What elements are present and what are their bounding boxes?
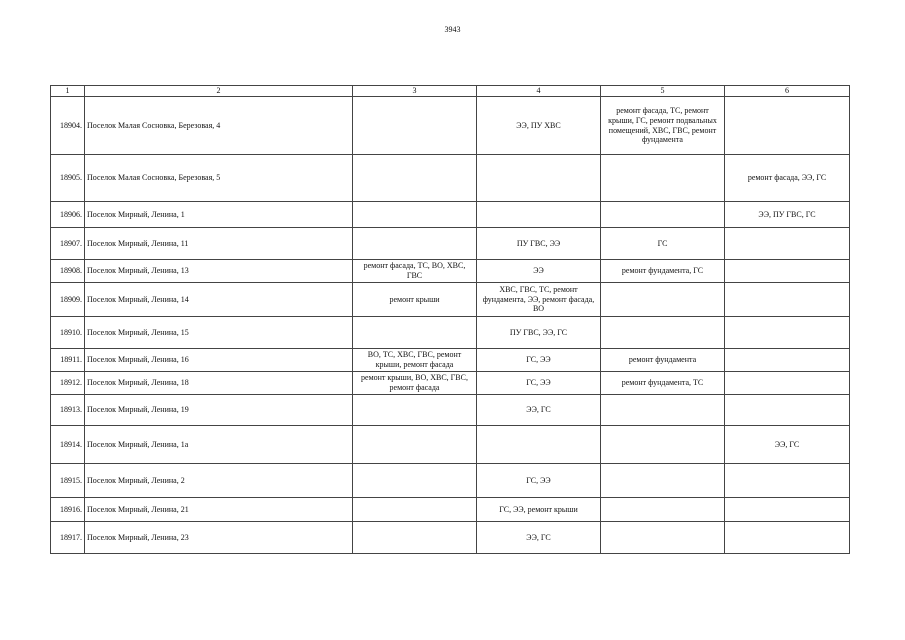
column-3-cell: ремонт крыши (353, 283, 477, 317)
table-row (51, 426, 850, 464)
address-cell: Поселок Малая Сосновка, Березовая, 4 (85, 97, 353, 155)
column-6-cell (725, 97, 850, 155)
column-4-cell: ГС, ЭЭ (477, 349, 601, 372)
column-4-cell: ГС, ЭЭ (477, 464, 601, 498)
row-number-cell: 18905. (51, 155, 85, 202)
address-cell: Поселок Мирный, Ленина, 19 (85, 395, 353, 426)
column-5-cell (601, 202, 725, 228)
column-header-6: 6 (725, 86, 850, 97)
column-header-4: 4 (477, 86, 601, 97)
column-3-cell (353, 464, 477, 498)
column-6-cell (725, 349, 850, 372)
column-6-cell (725, 317, 850, 349)
row-number-cell: 18913. (51, 395, 85, 426)
table-row (51, 155, 850, 202)
row-number-cell: 18904. (51, 97, 85, 155)
column-4-cell (477, 202, 601, 228)
column-4-cell (477, 426, 601, 464)
row-number-cell: 18916. (51, 498, 85, 522)
column-5-cell: ремонт фундамента (601, 349, 725, 372)
table-header-row (51, 86, 850, 97)
table-row (51, 260, 850, 283)
address-cell: Поселок Мирный, Ленина, 1а (85, 426, 353, 464)
column-6-cell: ремонт фасада, ЭЭ, ГС (725, 155, 850, 202)
column-3-cell (353, 317, 477, 349)
column-4-cell: ЭЭ, ГС (477, 395, 601, 426)
table-row (51, 464, 850, 498)
column-3-cell (353, 426, 477, 464)
column-3-cell (353, 395, 477, 426)
row-number-cell: 18907. (51, 228, 85, 260)
page-number: 3943 (444, 25, 461, 34)
column-4-cell: ГС, ЭЭ (477, 372, 601, 395)
address-cell: Поселок Мирный, Ленина, 14 (85, 283, 353, 317)
table-row (51, 395, 850, 426)
column-5-cell: ремонт фундамента, ГС (601, 260, 725, 283)
column-4-cell: ЭЭ, ПУ ХВС (477, 97, 601, 155)
address-cell: Поселок Мирный, Ленина, 16 (85, 349, 353, 372)
row-number-cell: 18908. (51, 260, 85, 283)
row-number-cell: 18915. (51, 464, 85, 498)
row-number-cell: 18910. (51, 317, 85, 349)
column-3-cell (353, 97, 477, 155)
row-number-cell: 18914. (51, 426, 85, 464)
table-row (51, 97, 850, 155)
column-6-cell: ЭЭ, ПУ ГВС, ГС (725, 202, 850, 228)
column-3-cell (353, 228, 477, 260)
column-header-2: 2 (85, 86, 353, 97)
column-5-cell (601, 522, 725, 554)
column-5-cell (601, 395, 725, 426)
column-6-cell (725, 283, 850, 317)
column-4-cell: ГС, ЭЭ, ремонт крыши (477, 498, 601, 522)
works-table (50, 85, 850, 554)
address-cell: Поселок Мирный, Ленина, 23 (85, 522, 353, 554)
column-5-cell (601, 283, 725, 317)
column-header-5: 5 (601, 86, 725, 97)
column-header-1: 1 (51, 86, 85, 97)
column-6-cell (725, 372, 850, 395)
table-row (51, 317, 850, 349)
column-4-cell (477, 155, 601, 202)
address-cell: Поселок Мирный, Ленина, 13 (85, 260, 353, 283)
column-6-cell (725, 498, 850, 522)
row-number-cell: 18912. (51, 372, 85, 395)
table-row (51, 498, 850, 522)
table-row (51, 228, 850, 260)
column-6-cell (725, 522, 850, 554)
column-5-cell (601, 317, 725, 349)
column-4-cell: ПУ ГВС, ЭЭ, ГС (477, 317, 601, 349)
address-cell: Поселок Мирный, Ленина, 18 (85, 372, 353, 395)
column-3-cell (353, 202, 477, 228)
column-5-cell: ремонт фундамента, ТС (601, 372, 725, 395)
column-3-cell (353, 498, 477, 522)
column-5-cell (601, 155, 725, 202)
row-number-cell: 18917. (51, 522, 85, 554)
table-row (51, 522, 850, 554)
address-cell: Поселок Мирный, Ленина, 2 (85, 464, 353, 498)
column-4-cell: ПУ ГВС, ЭЭ (477, 228, 601, 260)
column-5-cell (601, 464, 725, 498)
column-5-cell (601, 498, 725, 522)
column-6-cell (725, 228, 850, 260)
column-3-cell (353, 522, 477, 554)
column-6-cell: ЭЭ, ГС (725, 426, 850, 464)
address-cell: Поселок Мирный, Ленина, 1 (85, 202, 353, 228)
column-3-cell: ремонт фасада, ТС, ВО, ХВС, ГВС (353, 260, 477, 283)
column-6-cell (725, 464, 850, 498)
column-5-cell: ГС (601, 228, 725, 260)
row-number-cell: 18911. (51, 349, 85, 372)
column-3-cell: ремонт крыши, ВО, ХВС, ГВС, ремонт фасада (353, 372, 477, 395)
table-row (51, 202, 850, 228)
column-6-cell (725, 395, 850, 426)
row-number-cell: 18909. (51, 283, 85, 317)
address-cell: Поселок Мирный, Ленина, 15 (85, 317, 353, 349)
address-cell: Поселок Мирный, Ленина, 11 (85, 228, 353, 260)
table-row (51, 372, 850, 395)
address-cell: Поселок Малая Сосновка, Березовая, 5 (85, 155, 353, 202)
column-4-cell: ЭЭ, ГС (477, 522, 601, 554)
column-5-cell: ремонт фасада, ТС, ремонт крыши, ГС, ремонт подвальных помещений, ХВС, ГВС, ремонт фундамента (601, 97, 725, 155)
column-4-cell: ЭЭ (477, 260, 601, 283)
column-3-cell (353, 155, 477, 202)
table-row (51, 349, 850, 372)
column-6-cell (725, 260, 850, 283)
column-5-cell (601, 426, 725, 464)
table-row (51, 283, 850, 317)
column-header-3: 3 (353, 86, 477, 97)
column-3-cell: ВО, ТС, ХВС, ГВС, ремонт крыши, ремонт фасада (353, 349, 477, 372)
row-number-cell: 18906. (51, 202, 85, 228)
address-cell: Поселок Мирный, Ленина, 21 (85, 498, 353, 522)
column-4-cell: ХВС, ГВС, ТС, ремонт фундамента, ЭЭ, ремонт фасада, ВО (477, 283, 601, 317)
